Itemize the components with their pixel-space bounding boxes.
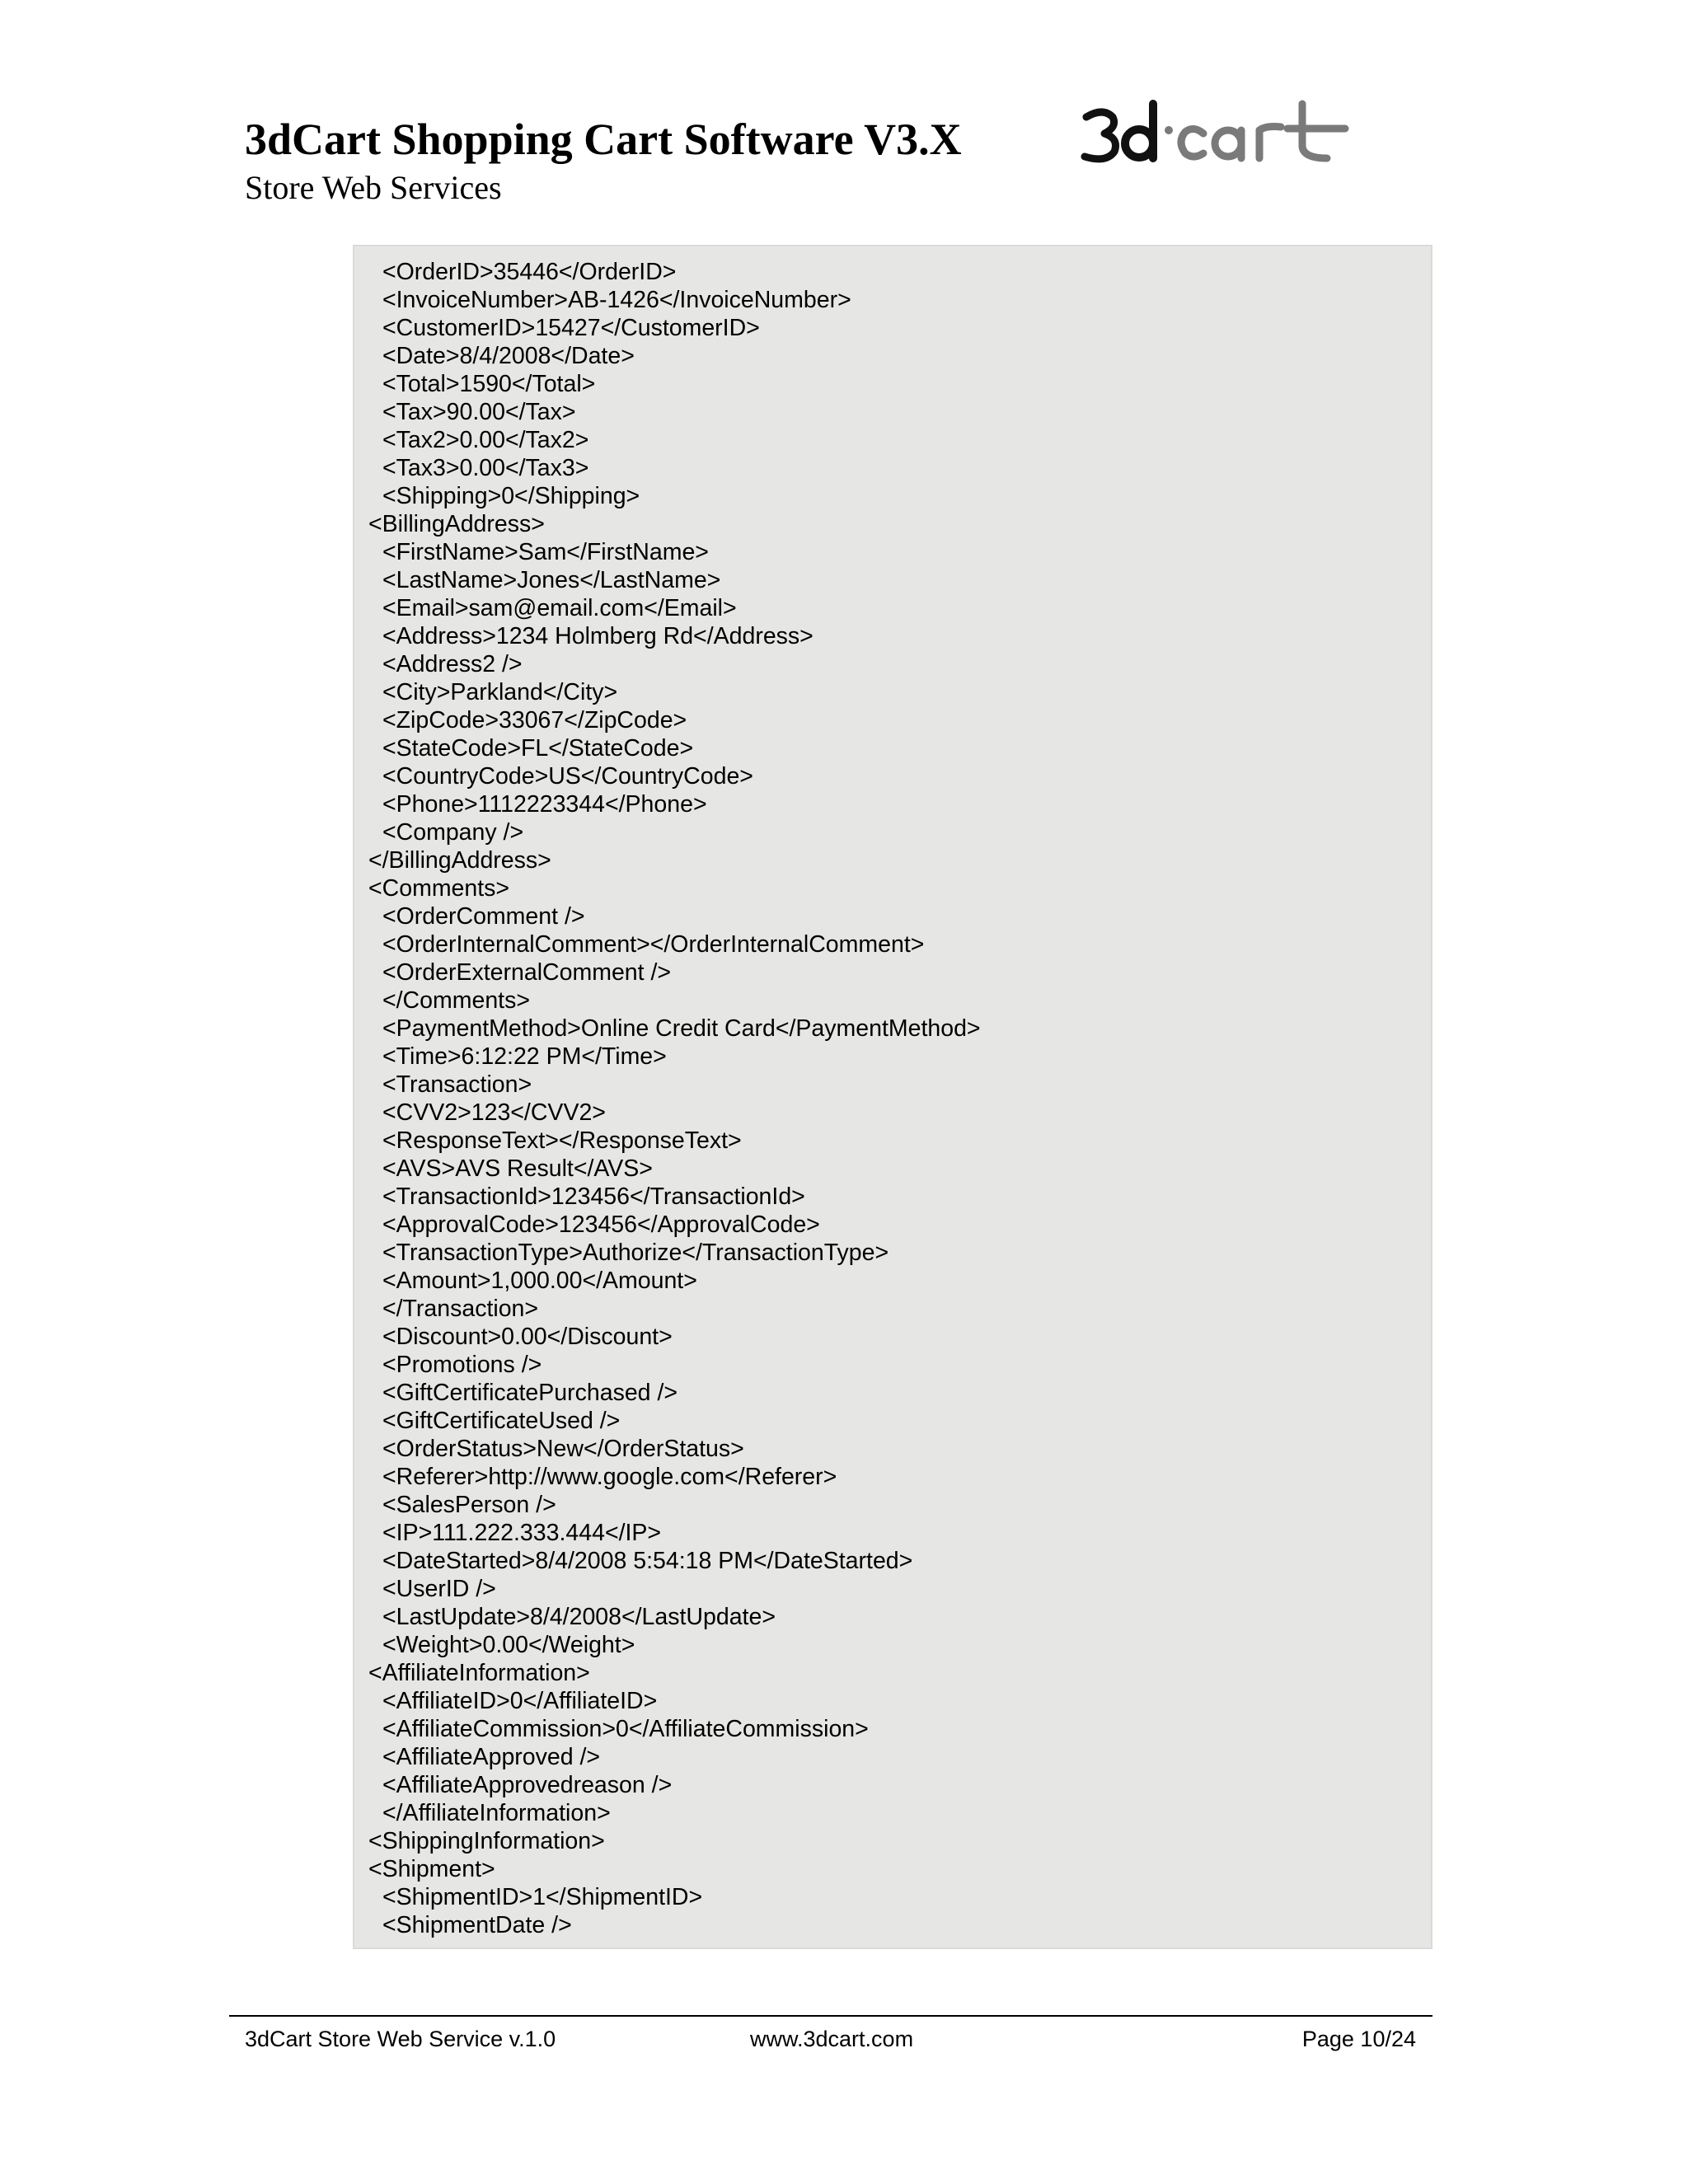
code-line: <Amount>1,000.00</Amount>	[382, 1268, 697, 1294]
code-line: <OrderExternalComment />	[382, 959, 672, 986]
code-line: <AffiliateApprovedreason />	[382, 1772, 673, 1798]
code-line: <Tax>90.00</Tax>	[382, 399, 576, 425]
code-line: <FirstName>Sam</FirstName>	[382, 539, 709, 565]
code-line: <Phone>1112223344</Phone>	[382, 791, 707, 818]
code-line: <OrderComment />	[382, 903, 585, 930]
code-line: <OrderID>35446</OrderID>	[382, 259, 677, 285]
code-line: <ApprovalCode>123456</ApprovalCode>	[382, 1212, 820, 1238]
code-line: <Shipment>	[368, 1856, 495, 1882]
xml-code-lines	[354, 258, 981, 1939]
code-line: </BillingAddress>	[368, 847, 551, 874]
code-line: <Discount>0.00</Discount>	[382, 1324, 673, 1350]
code-line: <Address2 />	[382, 651, 523, 677]
code-line: <AffiliateInformation>	[368, 1660, 590, 1686]
code-line: <TransactionId>123456</TransactionId>	[382, 1183, 805, 1210]
footer-version: 3dCart Store Web Service v.1.0	[245, 2027, 556, 2051]
code-line: <OrderInternalComment></OrderInternalComment>	[382, 931, 925, 958]
code-line: <CVV2>123</CVV2>	[382, 1099, 606, 1126]
code-line: <AVS>AVS Result</AVS>	[382, 1155, 653, 1182]
code-line: <ShippingInformation>	[368, 1828, 605, 1854]
code-line: <AffiliateApproved />	[382, 1744, 601, 1770]
code-line: </AffiliateInformation>	[382, 1800, 611, 1826]
code-line: <StateCode>FL</StateCode>	[382, 735, 694, 762]
code-line: <OrderStatus>New</OrderStatus>	[382, 1436, 744, 1462]
code-line: <Address>1234 Holmberg Rd</Address>	[382, 623, 814, 649]
xml-code-block	[353, 245, 1432, 1949]
code-line: <TransactionType>Authorize</TransactionType>	[382, 1240, 889, 1266]
code-line: <Weight>0.00</Weight>	[382, 1632, 635, 1658]
3dcart-logo	[1080, 92, 1360, 175]
code-line: <Shipping>0</Shipping>	[382, 483, 640, 509]
code-line: <ShipmentID>1</ShipmentID>	[382, 1884, 703, 1910]
footer-page-number: Page 10/24	[1301, 2027, 1416, 2051]
code-line: <SalesPerson />	[382, 1492, 556, 1518]
code-line: <BillingAddress>	[368, 511, 545, 537]
code-line: <GiftCertificatePurchased />	[382, 1380, 678, 1406]
code-line: <Promotions />	[382, 1352, 542, 1378]
code-line: <Email>sam@email.com</Email>	[382, 595, 737, 621]
footer-divider	[229, 2015, 1432, 2017]
code-line: <LastName>Jones</LastName>	[382, 567, 721, 593]
code-line: </Transaction>	[382, 1296, 539, 1322]
code-line: <ZipCode>33067</ZipCode>	[382, 707, 687, 733]
code-line: <AffiliateCommission>0</AffiliateCommission>	[382, 1716, 869, 1742]
document-title: 3dCart Shopping Cart Software V3.X	[245, 115, 962, 164]
document-subtitle: Store Web Services	[245, 169, 502, 206]
code-line: <UserID />	[382, 1576, 496, 1602]
code-line: <Referer>http://www.google.com</Referer>	[382, 1464, 837, 1490]
code-line: <Date>8/4/2008</Date>	[382, 343, 635, 369]
footer-website: www.3dcart.com	[750, 2027, 914, 2051]
code-line: <AffiliateID>0</AffiliateID>	[382, 1688, 658, 1714]
code-line: <PaymentMethod>Online Credit Card</PaymentMethod>	[382, 1015, 981, 1042]
code-line: <IP>111.222.333.444</IP>	[382, 1520, 662, 1546]
code-line: <GiftCertificateUsed />	[382, 1408, 621, 1434]
code-line: </Comments>	[382, 987, 530, 1014]
code-line: <Company />	[382, 819, 524, 846]
code-line: <Time>6:12:22 PM</Time>	[382, 1043, 667, 1070]
code-line: <CountryCode>US</CountryCode>	[382, 763, 753, 790]
code-line: <LastUpdate>8/4/2008</LastUpdate>	[382, 1604, 776, 1630]
code-line: <CustomerID>15427</CustomerID>	[382, 315, 760, 341]
code-line: <ShipmentDate />	[382, 1912, 572, 1938]
code-line: <Tax2>0.00</Tax2>	[382, 427, 589, 453]
code-line: <DateStarted>8/4/2008 5:54:18 PM</DateStarted>	[382, 1548, 913, 1574]
code-line: <City>Parkland</City>	[382, 679, 618, 705]
code-line: <ResponseText></ResponseText>	[382, 1127, 742, 1154]
code-line: <Transaction>	[382, 1071, 532, 1098]
code-line: <Total>1590</Total>	[382, 371, 596, 397]
code-line: <Comments>	[368, 875, 510, 902]
code-line: <Tax3>0.00</Tax3>	[382, 455, 589, 481]
code-line: <InvoiceNumber>AB-1426</InvoiceNumber>	[382, 287, 851, 313]
